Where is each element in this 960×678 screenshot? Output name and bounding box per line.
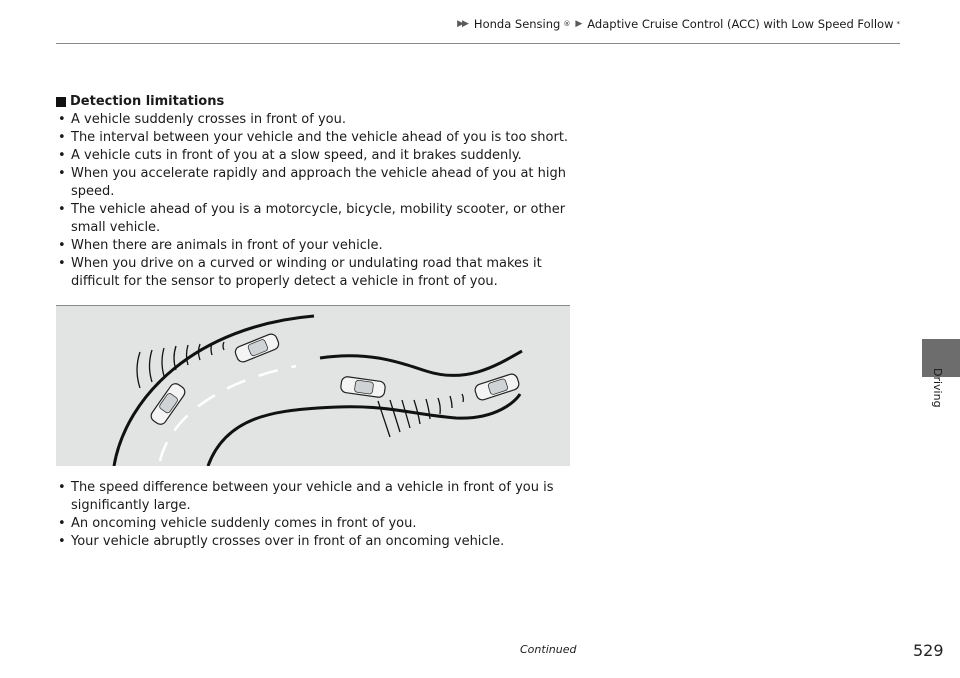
list-item: • The vehicle ahead of you is a motorcycle, bicycle, mobility scooter, or other small vehicle. [56, 201, 576, 237]
continued-label: Continued [520, 643, 577, 656]
list-item: • The interval between your vehicle and the vehicle ahead of you is too short. [56, 129, 576, 147]
list-item: • The speed difference between your vehicle and a vehicle in front of you is significantly large. [56, 479, 576, 515]
car-icon [234, 332, 281, 363]
square-bullet-icon [56, 97, 66, 107]
breadcrumb-arrow-icon: ▶ [575, 19, 583, 29]
car-icon [474, 373, 521, 402]
car-icon [340, 376, 386, 398]
list-item: • A vehicle suddenly crosses in front of you. [56, 111, 576, 129]
breadcrumb-arrow-icon: ▶▶ [457, 19, 467, 29]
section-title [56, 93, 576, 111]
page-number: 529 [913, 641, 944, 660]
chapter-label: Driving [931, 368, 944, 408]
breadcrumb-acc: Adaptive Cruise Control (ACC) with Low Speed Follow [587, 17, 894, 31]
main-content [56, 93, 576, 291]
breadcrumb [457, 17, 900, 31]
page-header [56, 17, 900, 44]
footnote-mark: * [896, 20, 900, 28]
limitations-list-continued [56, 479, 576, 551]
main-content-continued [56, 479, 576, 551]
registered-mark: ® [563, 20, 571, 28]
list-item: • An oncoming vehicle suddenly comes in front of you. [56, 515, 576, 533]
list-item: • When you drive on a curved or winding or undulating road that makes it difficult for the sensor to properly detect a vehicle in front of you. [56, 255, 576, 291]
list-item: • When there are animals in front of your vehicle. [56, 237, 576, 255]
limitations-list [56, 111, 576, 291]
curved-road-diagram [56, 306, 570, 466]
list-item: • A vehicle cuts in front of you at a slow speed, and it brakes suddenly. [56, 147, 576, 165]
section-title-text: Detection limitations [70, 94, 225, 109]
list-item: • When you accelerate rapidly and approach the vehicle ahead of you at high speed. [56, 165, 576, 201]
road-illustration [56, 305, 570, 466]
list-item: • Your vehicle abruptly crosses over in front of an oncoming vehicle. [56, 533, 576, 551]
breadcrumb-honda-sensing: Honda Sensing [473, 17, 561, 31]
